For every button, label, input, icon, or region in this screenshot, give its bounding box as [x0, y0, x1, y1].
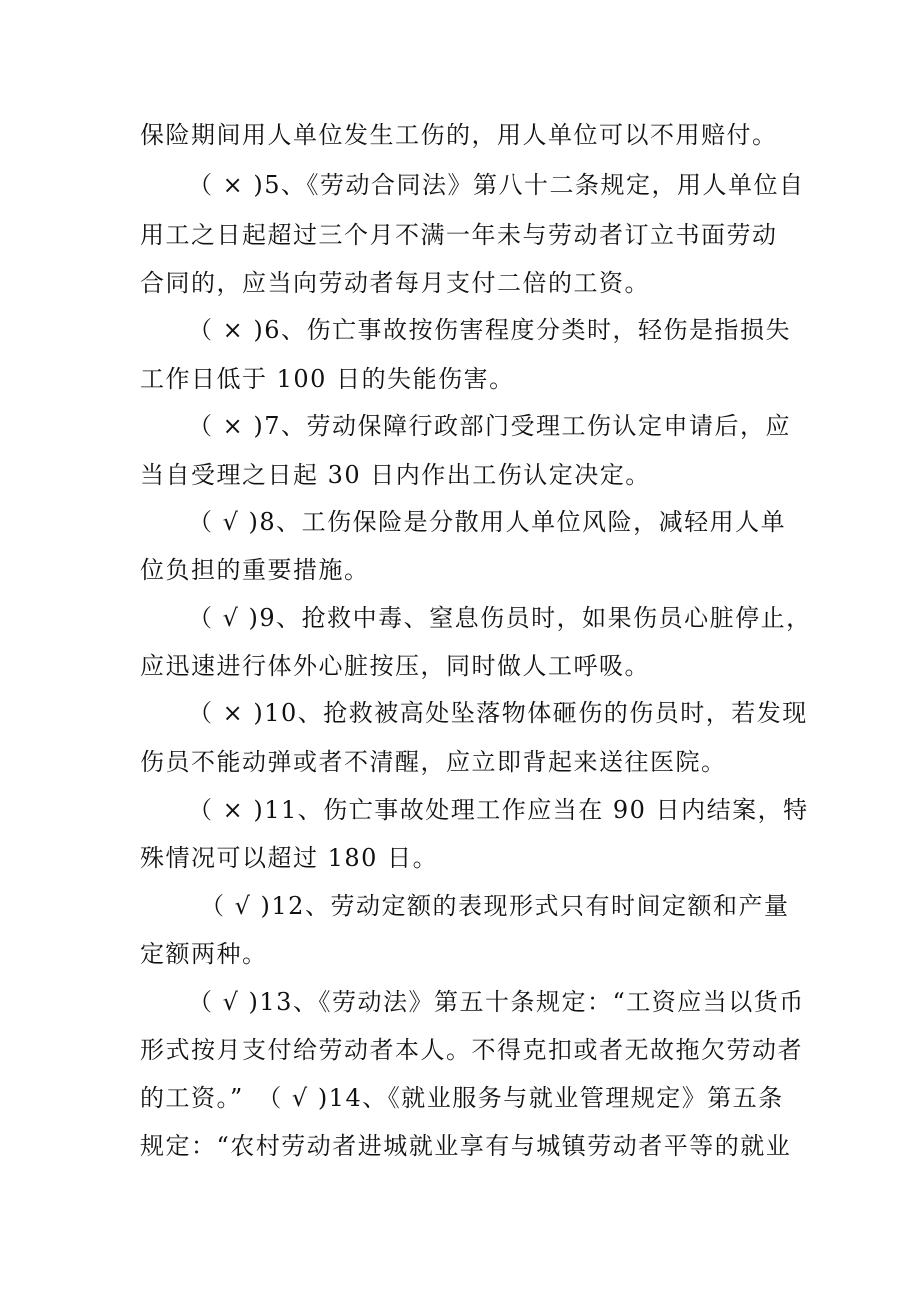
text-line: 保险期间用人单位发生工伤的，用人单位可以不用赔付。: [140, 121, 778, 149]
text-line: （ × )5、《劳动合同法》第八十二条规定，用人单位自: [188, 171, 805, 199]
text-line: （ √ )9、抢救中毒、窒息伤员时，如果伤员心脏停止，: [188, 604, 812, 632]
text-line: 位负担的重要措施。: [140, 556, 370, 584]
text-line: 规定：“农村劳动者进城就业享有与城镇劳动者平等的就业: [140, 1132, 792, 1160]
text-line: 伤员不能动弹或者不清醒，应立即背起来送往医院。: [140, 748, 727, 776]
text-line: （ × )11、伤亡事故处理工作应当在 90 日内结案，特: [188, 796, 809, 824]
text-line: 的工资。” （ √ )14、《就业服务与就业管理规定》第五条: [140, 1084, 784, 1112]
text-line: 形式按月支付给劳动者本人。不得克扣或者无故拖欠劳动者: [140, 1036, 803, 1064]
text-line: （ √ )12、劳动定额的表现形式只有时间定额和产量: [200, 892, 790, 920]
text-line: （ √ )13、《劳动法》第五十条规定：“工资应当以货币: [188, 988, 805, 1016]
text-line: 工作日低于 100 日的失能伤害。: [140, 365, 515, 393]
text-line: 殊情况可以超过 180 日。: [140, 844, 439, 872]
text-line: 当自受理之日起 30 日内作出工伤认定决定。: [140, 461, 651, 489]
text-line: （ × )6、伤亡事故按伤害程度分类时，轻伤是指损失: [188, 316, 791, 344]
text-line: （ × )7、劳动保障行政部门受理工伤认定申请后，应: [188, 412, 791, 440]
text-line: （ × )10、抢救被高处坠落物体砸伤的伤员时，若发现: [188, 699, 808, 727]
text-line: 应迅速进行体外心脏按压，同时做人工呼吸。: [140, 652, 650, 680]
text-line: 用工之日起超过三个月不满一年未与劳动者订立书面劳动: [140, 221, 778, 249]
text-line: 合同的，应当向劳动者每月支付二倍的工资。: [140, 269, 650, 297]
text-line: 定额两种。: [140, 940, 268, 968]
text-line: （ √ )8、工伤保险是分散用人单位风险，减轻用人单: [188, 508, 787, 536]
